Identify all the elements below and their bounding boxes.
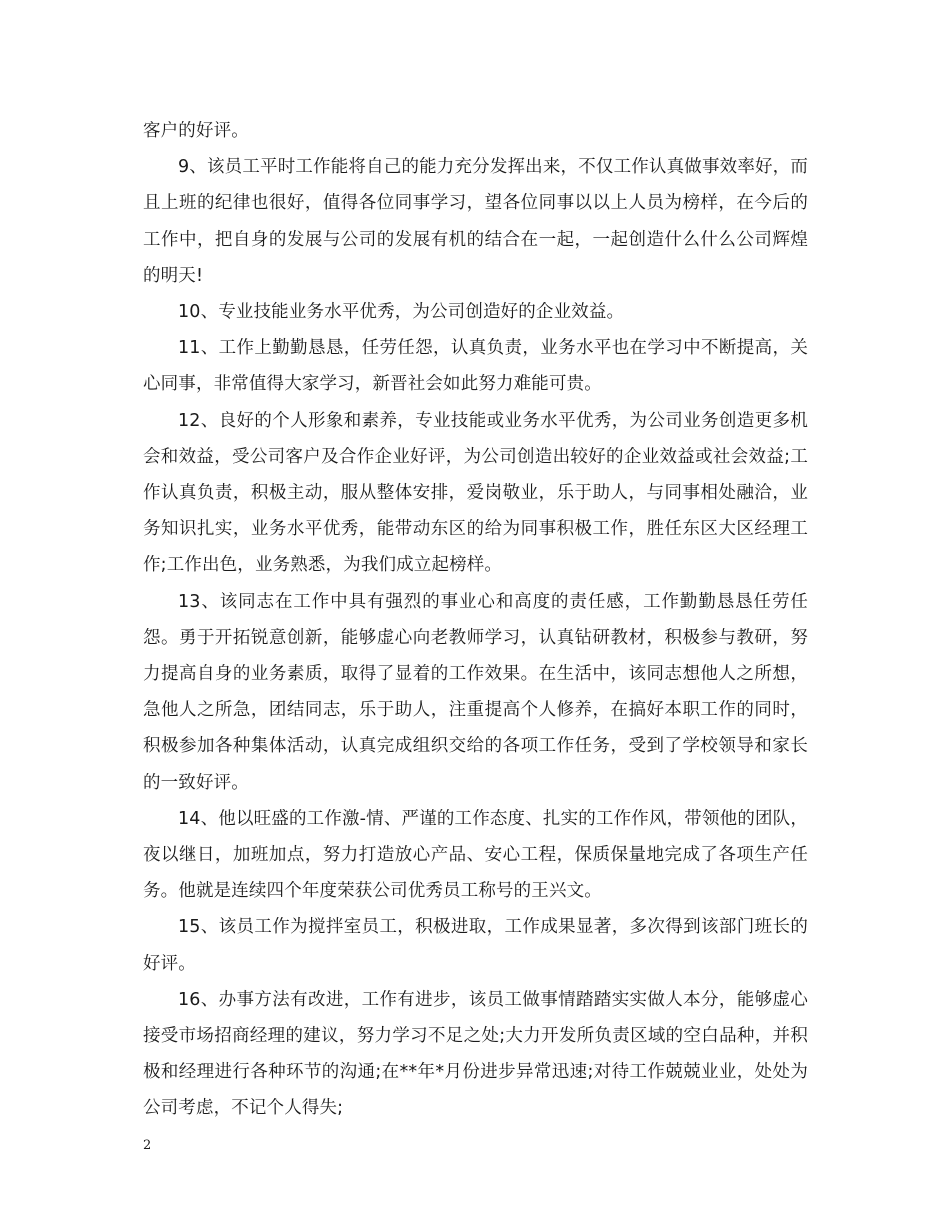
paragraph-item-14: 14、他以旺盛的工作激-情、严谨的工作态度、扎实的工作作风，带领他的团队，夜以继日，加班加点，努力打造放心产品、安心工程，保质保量地完成了各项生产任务。他就是连续四个年度荣获公司优秀员工称号的王兴文。 (143, 808, 808, 902)
paragraph-item-13: 13、该同志在工作中具有强烈的事业心和高度的责任感，工作勤勤恳恳任劳任怨。勇于开拓锐意创新，能够虚心向老教师学习，认真钻研教材，积极参与教研，努力提高自身的业务素质，取得了显着的工作效果。在生活中，该同志想他人之所想，急他人之所急，团结同志，乐于助人，注重提高个人修养，在搞好本职工作的同时，积极参加各种集体活动，认真完成组织交给的各项工作任务，受到了学校领导和家长的一致好评。 (143, 591, 808, 793)
paragraph-item-9: 9、该员工平时工作能将自己的能力充分发挥出来，不仅工作认真做事效率好，而且上班的纪律也很好，值得各位同事学习，望各位同事以以上人员为榜样，在今后的工作中，把自身的发展与公司的发展有机的结合在一起，一起创造什么什么公司辉煌的明天! (143, 157, 808, 286)
paragraph-item-15: 15、该员工作为搅拌室员工，积极进取，工作成果显著，多次得到该部门班长的好评。 (143, 917, 808, 974)
paragraph-item-11: 11、工作上勤勤恳恳，任劳任怨，认真负责，业务水平也在学习中不断提高，关心同事，非常值得大家学习，新晋社会如此努力难能可贵。 (143, 338, 808, 395)
paragraph-continuation: 客户的好评。 (143, 121, 249, 141)
page-number: 2 (143, 1138, 152, 1153)
paragraph-item-10: 10、专业技能业务水平优秀，为公司创造好的企业效益。 (178, 302, 625, 323)
paragraph-item-12: 12、良好的个人形象和素养，专业技能或业务水平优秀，为公司业务创造更多机会和效益，受公司客户及合作企业好评，为公司创造出较好的企业效益或社会效益;工作认真负责，积极主动，服从整体安排，爱岗敬业，乐于助人，与同事相处融洽，业务知识扎实，业务水平优秀，能带动东区的给为同事积极工作，胜任东区大区经理工作;工作出色，业务熟悉，为我们成立起榜样。 (143, 410, 808, 576)
paragraph-item-16: 16、办事方法有改进，工作有进步，该员工做事情踏踏实实做人本分，能够虚心接受市场招商经理的建议，努力学习不足之处;大力开发所负责区域的空白品种，并积极和经理进行各种环节的沟通;在**年*月份进步异常迅速;对待工作兢兢业业，处处为公司考虑，不记个人得失; (143, 989, 808, 1119)
document-body (143, 113, 808, 1127)
